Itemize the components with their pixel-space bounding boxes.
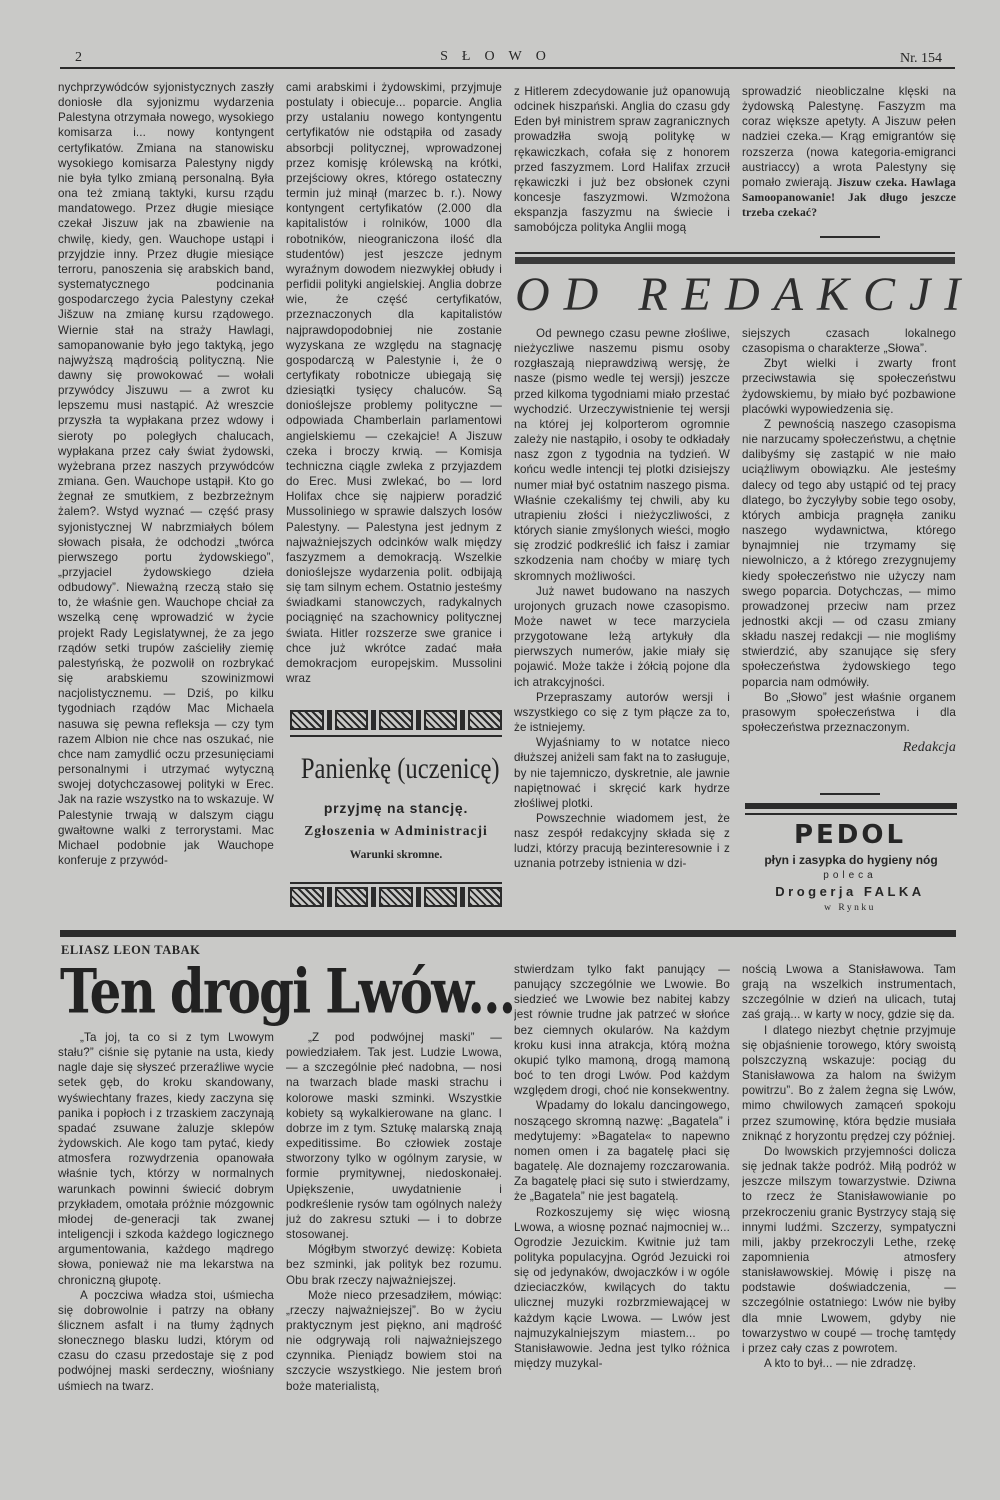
top-column-2 <box>286 80 502 700</box>
paragraph <box>742 84 956 220</box>
paragraph: Przepraszamy autorów wersji i wszystkiego co się z tym płącze za to, że istniejemy. <box>514 690 730 735</box>
top-column-4 <box>742 84 956 234</box>
article-column-4 <box>742 962 956 1447</box>
paragraph: I dlatego niezbyt chętnie przyjmuje się objaśnienie torowego, który swoistą polszczyzną wskazuje: pociąg du Stanisławowa za halom na świżym powitrzu”. Bo z żalem żegna się Lwów, mimo chwilowych zamąceń spokoju przez szumowinę, która będzie musiała zniknąć z horyzontu prędzej czy później. <box>742 1023 956 1143</box>
article-column-1 <box>58 1030 274 1448</box>
ad-headline: Panienkę (uczenicę) <box>300 752 500 785</box>
ad-line: Warunki skromne. <box>349 849 443 861</box>
ad-rule <box>290 882 502 884</box>
ad-brand: PEDOL <box>793 820 907 850</box>
newspaper-title: SŁOWO <box>440 49 560 64</box>
section-divider <box>60 930 956 937</box>
paragraph: Bo „Słowo” jest właśnie organem prasowym społeczeństwa i dla społeczeństwa przeznaczonym. <box>742 690 956 735</box>
paragraph: Mógłbym stworzyć dewizę: Kobieta bez szminki, jak polityk bez rozumu. Obu brak rzeczy najważniejszej. <box>286 1243 502 1287</box>
paragraph: stwierdzam tylko fakt panujący — panujący szczególnie we Lwowie. Bo siedzieć we Lwowie bez nabitej kabzy jest równie trudne jak patrzeć w słońce bez ciemnych okularów. Na każdym kroku kusi inna atrakcja, którą można okupić tylko mamoną, drogą mamoną boć to ten drogi Lwów. Pod każdym względem drogi, choć nie konsekwentny. <box>514 963 730 1098</box>
paragraph: Od pewnego czasu pewne złośliwe, nieżyczliwe naszemu pismu osoby rozgłaszają nieprawdziwą wersję, że nasze (pismo wedle tej wersji) jeszcze przed kilkoma tygodniami miało przestać wychodzić. Urzeczywistnienie tej wersji na której jej kolporterom ogromnie zależy nie nastąpiło, i osoby te odkładały nasz zgon z tygodnia na tydzień. W końcu wedle intencji tej plotki dzisiejszy numer miał być ostatnim naszego pisma. Właśnie czekaliśmy tej chwili, aby ku utrapieniu złości i nieżyczliwości, z których sianie zmyślonych wieści, mogło się zrodzić podkreślić ich fałsz i zamiar szkodzenia nam choćby w miarę tych skromnych możliwości. <box>514 327 730 583</box>
issue-number: Nr. 154 <box>900 51 942 66</box>
paragraph: Z pewnością naszego czasopisma nie narzucamy społeczeństwu, a chętnie dalibyśmy się zastąpić w nie mało uciążliwym obowiązku. Ale jesteśmy dalecy od tego aby ustąpić od tej pracy dlatego, bo życzyłyby sobie tego osoby, których ambicja pragnęła zaniku naszego wydawnictwa, którego bynajmniej nie trzymamy się niewolniczo, a ż którego zrezygnujemy kiedy społeczeństwo nie użyczy nam swego poparcia. Dotychczas, — mimo prowadzonej przeciw nam przez jednostki akcji — od czasu zmiany składu naszej redakcji — nie mogliśmy stwierdzić, aby szanujące się sfery społeczeństwa żydowskiego tego poparcia nam odmówiły. <box>742 417 956 689</box>
ad-line: Drogerja FALKA <box>775 884 925 899</box>
editorial-title: OD REDAKCJI <box>515 268 975 321</box>
ornament-border-bottom <box>290 887 502 907</box>
header-rule <box>60 67 955 69</box>
paragraph: nością Lwowa a Stanisławowa. Tam grają na wszelkich instrumentach, szczególnie w dzień na ulicach, tutaj zaś grają... w karty w nocy, gdzie się da. <box>742 963 956 1022</box>
paragraph: Wpadamy do lokalu dancingowego, noszącego skromną nazwę: „Bagatela” i medytujemy: »Bagatela« to napewno nomen omen i za bagatelę płaci się bagatelę. Ale doznajemy rozczarowania. Za bagatelę płaci się suto i stwierdzamy, że „Bagatela” nie jest bagatelą. <box>514 1099 730 1204</box>
paragraph: z Hitlerem zdecydowanie już opanowują odcinek hiszpański. Anglia do czasu gdy Eden był ministrem spraw zagranicznych prowadzłła swoją politykę w rękawiczkach, cofała się z honorem przed faszyzmem. Lord Halifax zrzucił rękawiczki i już bez obsłonek czyni koncesje faszyzmowi. Wzmożona ekspanzja faszyzmu na świecie i samobójcza polityka Anglii mogą <box>514 85 730 235</box>
paragraph: siejszych czasach lokalnego czasopisma o charakterze „Słowa”. <box>742 327 956 356</box>
ad-line: poleca <box>823 870 877 881</box>
paragraph: Powszechnie wiadomem jest, że nasz zespół redakcyjny składa się z ludzi, którzy pracują bezinteresownie i z uznania potrzeby istnienia w dzi- <box>514 812 730 871</box>
article-title: Ten drogi Lwów... <box>60 955 515 1028</box>
paragraph: Już nawet budowano na naszych urojonych gruzach nowe czasopismo. Może nawet w tece marzyciela przygotowane leżą artykuły dla pierwszych numerów, jakie miały się pojawić. Może także i żółcią pojone dla ich atrakcyjności. <box>514 584 730 689</box>
paragraph: „Ta joj, ta co si z tym Lwowym stału?” ciśnie się pytanie na usta, kiedy nagle daje się słyszeć przeraźliwe wycie setek gęb, do kroku skandowany, wyświechtany frazes, kiedy zaczyna się panika i popłoch i z trzaskiem zaczynają spadać zsuwane żaluzje sklepów żydowskich. Ale kogo tam pytać, kiedy atmosfera rozwydrzenia opanowała właśnie tych, którzy w normalnych warunkach powinni świecić dobrym przykładem, omotała próżnie mózgownic młodej de-generacji tak zwanej inteligencji i szkoda każdego logicznego argumentowania, każdego mądrego słowa, ponieważ nie ma lekarstwa na chroniczną głupotę. <box>58 1031 274 1287</box>
page-number: 2 <box>75 50 82 65</box>
paragraph: nychprzywódców syjonistycznych zaszły doniosłe dla syjonizmu wydarzenia Palestyna otrzymała nowego, wysokiego komisarza i... nowy kontyngent certyfikatów. Zmiana na stanowisku wysokiego komisarza Palestyny nigdy nie była tylko zmianą personalną. Była ona też zmianą taktyki, kursu rządu mandatowego. Przez długie miesiące czekał Jiszuw jak na zbawienie na chwilę, kiedy, gen. Wauchope ustąpi i przyjdzie inny. Przez długie miesiące terroru, panoszenia się arabskich band, systematycznego podcinania gospodarczego życia Palestyny czekał Jišzuw na zmianę kursu rządowego. Wiernie stał na straży Hawlagi, samopanowanie było jego taktyką, jego najwyższą mądrością polityczną. Nie dawny się prowokować — wołali przywódcy Jiszuwu — a zwrot ku lepszemu musi nastąpić. Aż wreszcie przyszła ta wypłakana przez wdowy i sieroty po poległych chalucach, wypłakana przez cały świat żydowski, wyżebrana przez naszych przywódców zmiana. Gen. Wauchope ustąpił. Kto go żegnał ze smutkiem, z bezbrzeżnym żalem?. Wstyd wyznać — część prasy syjonistycznej W nabrzmiałych bólem słowach pisała, że odchodzi „twórca pierwszego portu żydowskiego”, „przyjaciel żydowskiego dzieła odbudowy”. Nieważną rzeczą stało się to, że właśnie gen. Wauchope chciał za wszelką cenę wprowadzić w życie projekt Rady Legislatywnej, że za jego rządów setki trupów zaścieliły ziemię palestyńską, że pozwolił on rozbrykać się arabskiemu szowinizmowi nacjolistycznemu. — Dziś, po kilku tygodniach rządów Mac Michaela nasuwa się pewna refleksja — czy tym razem Albion nie chce nas oszukać, nie chce nam zamydlić oczu przesunięciami personalnymi i utrzymać wytyczną swojej dotychczasowej polityki w Erec. Jak na razie wszystko na to wskazuje. W Palestynie trwają w dalszym ciągu gwałtowne walki z terrorystami. Mac Michael podobnie jak Wauchope konferuje z przywód- <box>58 81 274 867</box>
paragraph: A poczciwa władza stoi, uśmiecha się dobrowolnie i patrzy na obłany ślicznem asfalt i na tłumy żądnych słonecznego blasku ludzi, którym od czasu do czasu przedostaje się z pod podwójnej maski serdeczny, wiośniany uśmiech na twarz. <box>58 1288 274 1393</box>
editorial-column-1 <box>514 326 730 920</box>
paragraph: Wyjaśniamy to w notatce nieco dłuższej aniżeli sam fakt na to zasługuje, by nie tajemniczo, dyskretnie, ale jawnie napiętnować i skręcić kark hydrze złośliwej plotki. <box>514 736 730 810</box>
editorial-column-2 <box>742 326 956 786</box>
ad-rule-short <box>820 793 880 795</box>
paragraph: Może nieco przesadziłem, mówiąc: „rzeczy najważniejszej”. Bo w życiu praktycznym jest piękno, ani mądrość nie odgrywają roli najważniejszego czynnika. Pieniądz bowiem stoi na szczycie wszystkiego. Nie jestem broń boże materialistą, <box>286 1288 502 1393</box>
ornament-border-top <box>290 710 502 730</box>
paragraph: Zbyt wielki i zwarty front przeciwstawia się społeczeństwu żydowskiemu, by miało być pozbawione placówki wypowiedzenia się. <box>742 357 956 416</box>
ad-rule-thin <box>745 813 957 815</box>
paragraph: Rozkoszujemy się więc wiosną Lwowa, a wiosnę poznać najmocniej w... Ogrodzie Jezuickim. Kwitnie już tam polityka populacyjna. Ogród Jezuicki roi się od jedynaków, dwojaczków i w ogóle dzieciaczków, kwilących do taktu ulicznej muzyki rozbrzmiewającej w każdym kącie Lwowa. — Lwów jest najmuzykalniejszym miastem... po Stanisławowie. Jedna jest tylko różnica między muzykal- <box>514 1205 730 1371</box>
end-rule <box>820 236 880 238</box>
top-column-3 <box>514 84 730 244</box>
editorial-rule-thick <box>515 257 955 264</box>
article-column-2 <box>286 1030 502 1448</box>
editorial-signature: Redakcja <box>902 740 956 756</box>
ad-rule-thick <box>745 803 957 809</box>
paragraph: „Z pod podwójnej maski” — powiedziałem. Tak jest. Ludzie Lwowa, — a szczególnie płeć nadobna, — nosi na twarzach blade maski strachu i kolorowe maski szminki. Wszystkie kobiety są wykalkierowane na glanc. I dobrze im z tym. Sztukę malarską znają expeditissime. Bo człowiek zostaje stworzony tylko w ogólnym zarysie, w formie prymitywnej, niedoskonałej. Upiększenie, uwydatnienie i podkreślenie rysów tam ogólnych należy już do zakresu sztuki — i to dobrze stosowanej. <box>286 1031 502 1242</box>
bold-emphasis: Jiszuw czeka. Hawlaga Samoopanowanie! Jak długo jeszcze trzeba czekać? <box>742 175 956 220</box>
paragraph: A kto to był... — nie zdradzę. <box>764 1357 917 1371</box>
paragraph: Do lwowskich przyjemności dolicza się jednak także podróż. Miłą podróż w jeszcze milszym towarzystwie. Dziwna to rzecz że Stanisławowianie po przekroczeniu granic Bystrzycy stają się innymi ludźmi. Szczerzy, sympatyczni mili, jakby przekroczyli Lethe, rzekę zapomnienia atmosfery stanisławowskiej. Mówię i piszę na podstawie doświadczenia, — szczególnie ostatniego: Lwów nie byłby dla mnie Lwowem, gdyby nie towarzystwo w coupé — trochę tamtędy i przez cały czas z powrotem. <box>742 1144 956 1355</box>
top-column-1 <box>58 80 274 930</box>
editorial-rule-thin <box>515 252 955 254</box>
ad-rule <box>290 735 502 737</box>
paragraph-text: sprowadzić nieobliczalne klęski na żydowską Palestynę. Faszyzm ma coraz większe apetyty. A Jiszuw pełen nadziei czeka.— Krąg emigrantów się rozszerza (nowa kategoria-emigranci austriaccy) a wrota Palestyny się pomało zwierają. <box>742 85 956 189</box>
ad-line: w Rynku <box>824 903 876 913</box>
article-author: ELIASZ LEON TABAK <box>61 943 201 957</box>
article-column-3 <box>514 962 730 1447</box>
paragraph: cami arabskimi i żydowskimi, przyjmuje postulaty i obiecuje... poparcie. Anglia przy ustalaniu nowego kontyngentu certyfikatów nie odstąpiła od zasady absorbcji politycznej, wprowadzonej przez komisję królewską na krótki, przejściowy okres, którego ostateczny termin już minął (marzec b. r.). Nowy kontyngent certyfikatów (2.000 dla kapitalistów i rolników, 1000 dla robotników, nieograniczona ilość dla studentów) jest jeszcze jednym wyraźnym dowodem niezwykłej obłudy i perfidii polityki angielskiej. Anglia dobrze wie, że część certyfikatów, przeznaczonych dla kapitalistów najprawdopodobniej nie zostanie wyzyskana ze względu na stagnację gospodarczą w Palestynie i, że o certyfikaty robotnicze ubiegają się dziesiątki tysięcy chaluców. Są donioślejsze problemy polityczne — odpowiada Chamberlain parlamentowi angielskiemu — czekajcie! A Jiszuw czeka i broczy krwią. — Komisja techniczna ciągle zwleka z przyjazdem do Erec. Musi zwlekać, bo — lord Holifax chce się najpierw poradzić Mussoliniego w sprawie dalszych losów Palestyny. — Palestyna jest jednym z najważniejszych odcinków walk między faszyzmem a demokracją. Wszelkie donioślejsze wydarzenia polit. odbijają się tam silnym echem. Ostatnio jesteśmy świadkami stanowczych, radykalnych pociągnięć na szachownicy politycznej świata. Hitler rozszerze swe granice i chce już wkrótce zadać mała demokracjom europejskim. Mussolini wraz <box>286 81 502 686</box>
ad-line: Zgłoszenia w Administracji <box>304 823 488 838</box>
ad-line: przyjmę na stancję. <box>323 800 469 816</box>
ad-line: płyn i zasypka do hygieny nóg <box>764 853 938 867</box>
